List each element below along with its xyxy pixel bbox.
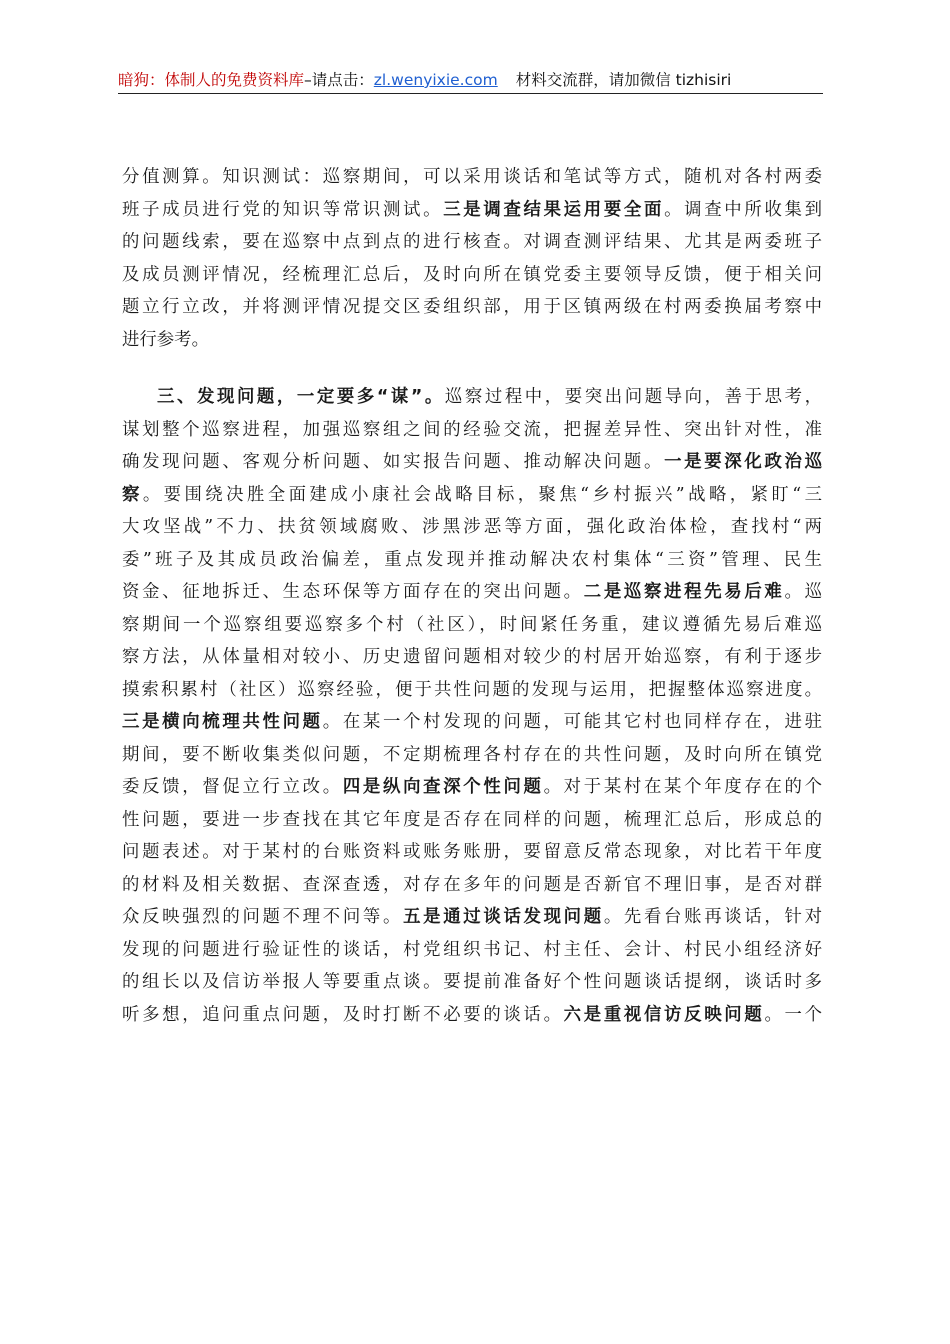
page-header: [118, 66, 823, 94]
text-run: 。一个: [764, 1004, 822, 1025]
header-brand: 暗狗：体制人的免费资料库: [118, 71, 305, 89]
text-run: 大攻坚战”不力、扶贫领域腐败、涉黑涉恶等方面，强化政治体检，查找村“两: [122, 517, 822, 537]
text-run: 期间，要不断收集类似问题，不定期梳理各村存在的共性问题，及时向所在镇党: [122, 744, 822, 765]
paragraph: [122, 381, 822, 1031]
text-line: [122, 381, 822, 414]
text-line: [122, 259, 822, 292]
text-line: [122, 511, 822, 544]
paragraph: [122, 161, 822, 356]
bold-phrase: 二是巡察进程先易后难: [583, 582, 785, 602]
text-run: 。要围绕决胜全面建成小康社会战略目标，聚焦“乡村振兴”战略，紧盯“三: [142, 484, 822, 505]
text-line: [122, 901, 822, 934]
text-run: 谋划整个巡察进程，加强巡察组之间的经验交流，把握差异性、突出针对性，准: [122, 419, 822, 440]
bold-phrase: 三是横向梳理共性问题: [122, 712, 323, 732]
text-run: 听多想，追问重点问题，及时打断不必要的谈话。: [122, 1004, 564, 1025]
text-run: 资金、征地拆迁、生态环保等方面存在的突出问题。: [122, 582, 584, 602]
bold-phrase: 六是重视信访反映问题: [563, 1004, 765, 1025]
text-run: 分值测算。知识测试：巡察期间，可以采用谈话和笔试等方式，随机对各村两委: [122, 167, 822, 187]
text-line: [122, 609, 822, 642]
text-line: [122, 999, 822, 1032]
paragraph-gap: [122, 356, 822, 381]
text-line: [122, 324, 822, 357]
text-run: 巡察过程中，要突出问题导向，善于思考，: [444, 387, 822, 407]
text-line: [122, 161, 822, 194]
text-run: 摸索积累村（社区）巡察经验，便于共性问题的发现与运用，把握整体巡察进度。: [122, 679, 822, 700]
text-run: 进行参考。: [122, 329, 209, 350]
text-run: 众反映强烈的问题不理不问等。: [122, 907, 404, 927]
text-line: [122, 966, 822, 999]
text-line: [122, 226, 822, 259]
text-line: [122, 869, 822, 902]
text-run: 委”班子及其成员政治偏差，重点发现并推动解决农村集体“三资”管理、民生: [122, 549, 822, 570]
document-body: [122, 161, 822, 1031]
text-line: [122, 934, 822, 967]
text-line: [122, 194, 822, 227]
text-line: [122, 706, 822, 739]
text-run: 问题表述。对于某村的台账资料或账务账册，要留意反常态现象，对比若干年度: [122, 842, 822, 862]
text-run: 察期间一个巡察组要巡察多个村（社区），时间紧任务重，建议遵循先易后难巡: [122, 614, 822, 635]
text-line: [122, 771, 822, 804]
text-run: 。先看台账再谈话，针对: [603, 907, 822, 927]
text-line: [122, 641, 822, 674]
text-line: [122, 674, 822, 707]
section-heading: 三、发现问题，一定要多“谋”。: [157, 387, 445, 407]
text-line: [122, 446, 822, 479]
text-line: [122, 479, 822, 512]
text-line: [122, 739, 822, 772]
text-run: 确发现问题、客观分析问题、如实报告问题、推动解决问题。: [122, 452, 665, 472]
text-line: [122, 576, 822, 609]
text-run: 。在某一个村发现的问题，可能其它村也同样存在，进驻: [322, 712, 822, 732]
bold-phrase: 三是调查结果运用要全面: [443, 199, 665, 220]
text-run: 发现的问题进行验证性的谈话，村党组织书记、村主任、会计、村民小组经济好: [122, 939, 822, 960]
text-run: 的问题线索，要在巡察中点到点的进行核查。对调查测评结果、尤其是两委班子: [122, 232, 822, 252]
text-run: 。巡: [784, 582, 822, 602]
header-contact: 材料交流群，请加微信 tizhisiri: [515, 71, 732, 89]
text-run: 的组长以及信访举报人等要重点谈。要提前准备好个性问题谈话提纲，谈话时多: [122, 972, 822, 992]
bold-phrase: 四是纵向查深个性问题: [342, 777, 544, 797]
text-run: 。对于某村在某个年度存在的个: [543, 777, 822, 797]
text-line: [122, 291, 822, 324]
text-line: [122, 836, 822, 869]
bold-phrase: 察: [122, 484, 143, 505]
text-line: [122, 544, 822, 577]
text-run: 。调查中所收集到: [664, 199, 822, 220]
text-run: 性问题，要进一步查找在其它年度是否存在同样的问题，梳理汇总后，形成总的: [122, 809, 822, 830]
text-run: 班子成员进行党的知识等常识测试。: [122, 199, 444, 220]
header-link[interactable]: zl.wenyixie.com: [373, 71, 498, 89]
bold-phrase: 五是通过谈话发现问题: [403, 907, 604, 927]
text-run: 及成员测评情况，经梳理汇总后，及时向所在镇党委主要领导反馈，便于相关问: [122, 264, 822, 285]
text-run: 的材料及相关数据、查深查透，对存在多年的问题是否新官不理旧事，是否对群: [122, 874, 822, 895]
header-click-prompt: –请点击：: [304, 71, 374, 89]
bold-phrase: 一是要深化政治巡: [664, 452, 822, 472]
text-run: 察方法，从体量相对较小、历史遗留问题相对较少的村居开始巡察，有利于逐步: [122, 647, 822, 667]
text-run: 题立行立改，并将测评情况提交区委组织部，用于区镇两级在村两委换届考察中: [122, 297, 822, 317]
text-line: [122, 804, 822, 837]
text-run: 委反馈，督促立行立改。: [122, 777, 343, 797]
text-line: [122, 414, 822, 447]
header-divider: [118, 93, 823, 94]
